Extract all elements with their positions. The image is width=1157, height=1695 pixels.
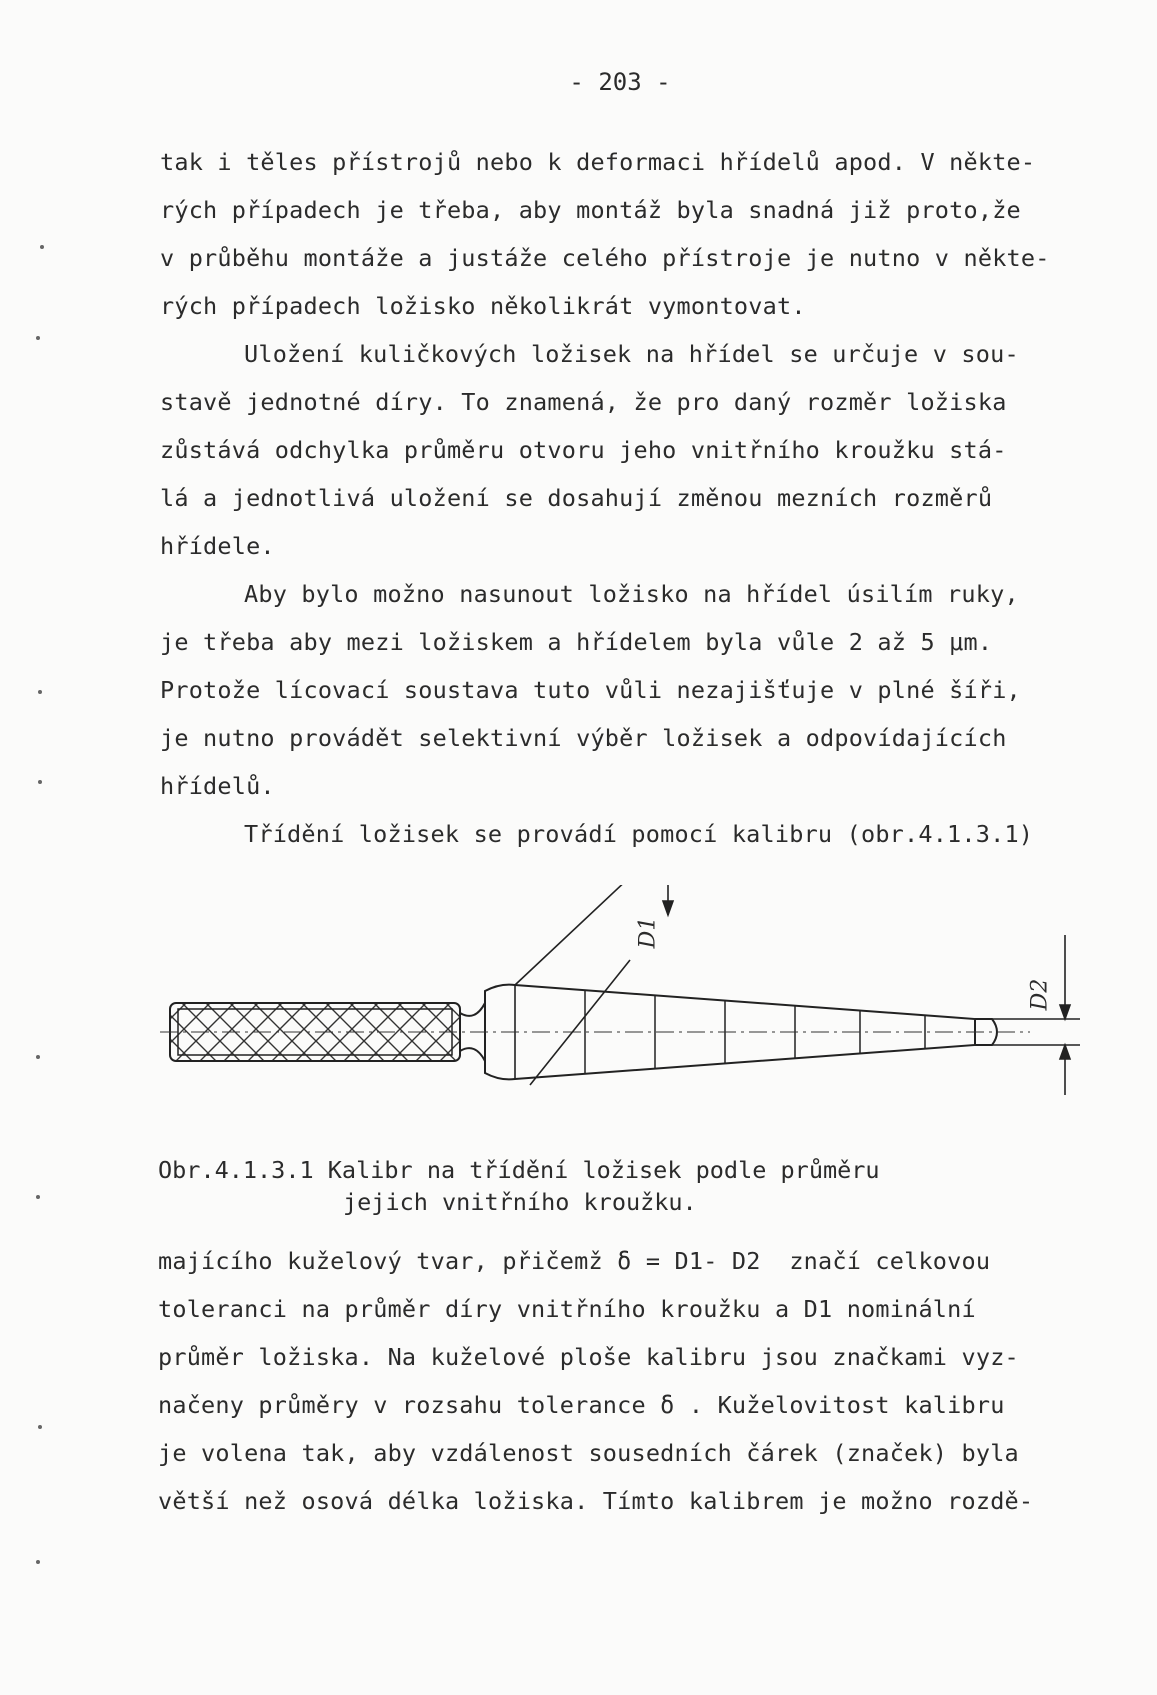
text-line: stavě jednotné díry. To znamená, že pro daný rozměr ložiska <box>160 388 1007 416</box>
margin-mark <box>36 1560 40 1564</box>
text-line: hřídele. <box>160 532 275 560</box>
d2-label: D2 <box>1027 978 1053 1011</box>
text-line: průměr ložiska. Na kuželové ploše kalibru jsou značkami vyz- <box>158 1343 1019 1371</box>
margin-mark <box>38 1425 42 1429</box>
figure-caption-line2: jejich vnitřního kroužku. <box>343 1188 697 1216</box>
text-block-top <box>160 138 1120 858</box>
text-line: Aby bylo možno nasunout ložisko na hřídel úsilím ruky, <box>244 580 1019 608</box>
figure-caption-line1: Obr.4.1.3.1 Kalibr na třídění ložisek podle průměru <box>158 1156 880 1184</box>
d1-label: D1 <box>635 916 661 949</box>
text-line: zůstává odchylka průměru otvoru jeho vnitřního kroužku stá- <box>160 436 1007 464</box>
text-block-bottom <box>158 1237 1118 1525</box>
text-line: je nutno provádět selektivní výběr ložisek a odpovídajících <box>160 724 1007 752</box>
page-number: - 203 - <box>569 68 671 96</box>
text-line: je volena tak, aby vzdálenost sousedních čárek (značek) byla <box>158 1439 1019 1467</box>
margin-mark <box>36 1195 40 1199</box>
text-line: v průběhu montáže a justáže celého přístroje je nutno v někte- <box>160 244 1050 272</box>
text-line: rých případech ložisko několikrát vymontovat. <box>160 292 806 320</box>
text-line: hřídelů. <box>160 772 275 800</box>
text-line: větší než osová délka ložiska. Tímto kalibrem je možno rozdě- <box>158 1487 1034 1515</box>
margin-mark <box>38 690 42 694</box>
text-line: Uložení kuličkových ložisek na hřídel se určuje v sou- <box>244 340 1019 368</box>
text-line: majícího kuželový tvar, přičemž δ = D1- D2 značí celkovou <box>158 1247 991 1275</box>
text-line: Protože lícovací soustava tuto vůli nezajišťuje v plné šíři, <box>160 676 1021 704</box>
text-line: je třeba aby mezi ložiskem a hřídelem byla vůle 2 až 5 μm. <box>160 628 993 656</box>
text-line: rých případech je třeba, aby montáž byla snadná již proto,že <box>160 196 1021 224</box>
margin-mark <box>40 245 44 249</box>
text-line: tak i těles přístrojů nebo k deformaci hřídelů apod. V někte- <box>160 148 1036 176</box>
margin-mark <box>36 1055 40 1059</box>
text-line: toleranci na průměr díry vnitřního kroužku a D1 nominální <box>158 1295 976 1323</box>
text-line: načeny průměry v rozsahu tolerance δ . Kuželovitost kalibru <box>158 1391 1005 1419</box>
margin-mark <box>36 336 40 340</box>
text-line: lá a jednotlivá uložení se dosahují změnou mezních rozměrů <box>160 484 993 512</box>
text-line: Třídění ložisek se provádí pomocí kalibru (obr.4.1.3.1) <box>244 820 1034 848</box>
gauge-drawing <box>160 885 1100 1110</box>
margin-mark <box>38 780 42 784</box>
d2-dimension <box>992 935 1080 1095</box>
